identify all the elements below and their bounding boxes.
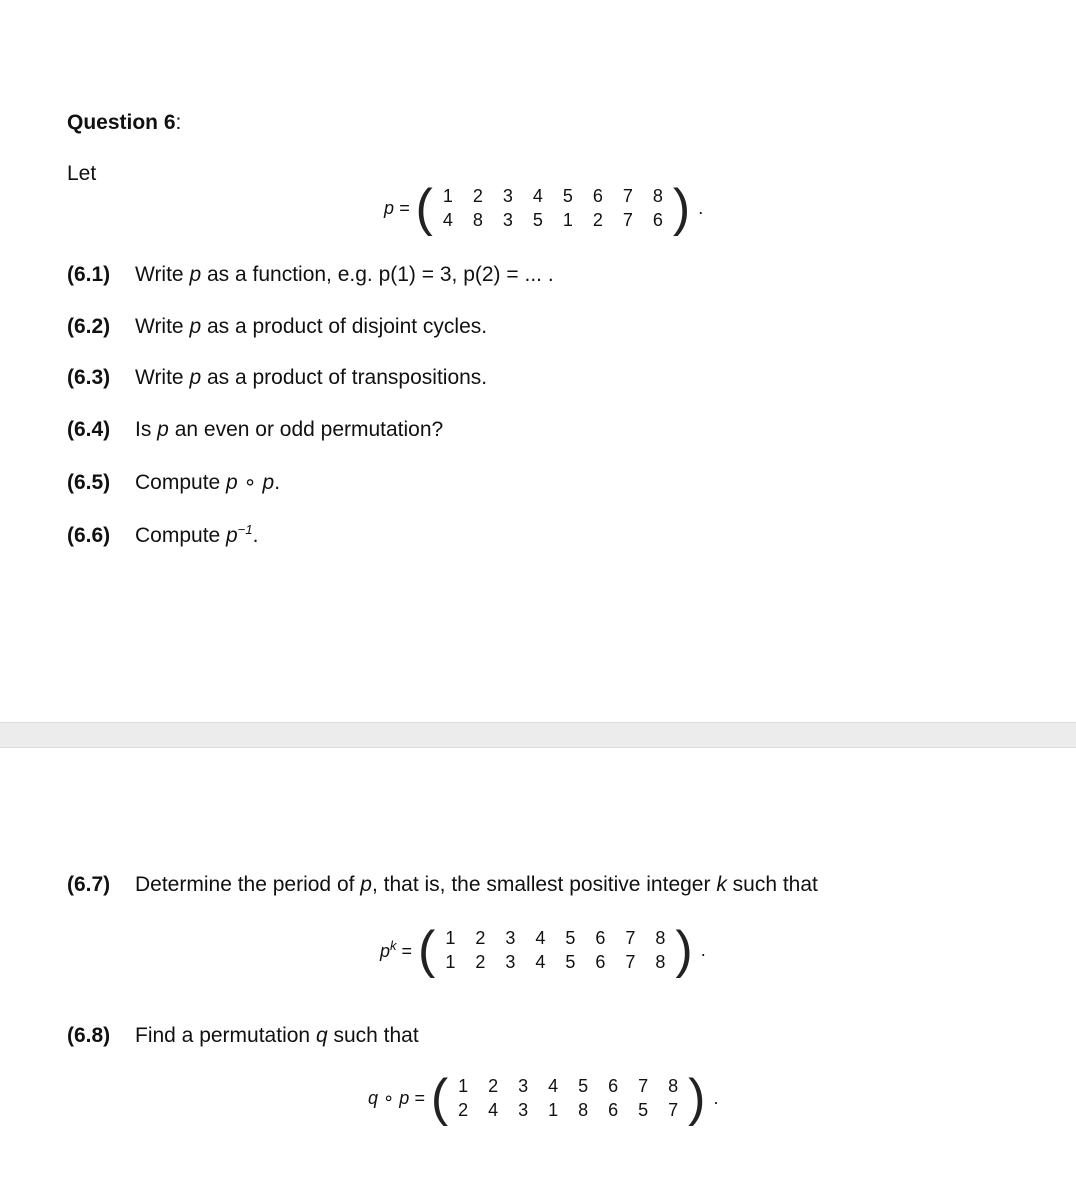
matrix-entry: 8 bbox=[472, 210, 483, 230]
matrix-entry: 7 bbox=[625, 952, 636, 972]
matrix-qp-top-row bbox=[448, 1074, 688, 1098]
matrix-entry: 5 bbox=[562, 186, 573, 206]
matrix-entry: 6 bbox=[595, 952, 606, 972]
matrix-qp-bottom-row bbox=[448, 1098, 688, 1122]
matrix-entry: 8 bbox=[655, 952, 666, 972]
matrix-entry: 2 bbox=[472, 186, 483, 206]
matrix-entry: 4 bbox=[548, 1076, 559, 1096]
matrix-entry: 6 bbox=[608, 1100, 619, 1120]
matrix-pk-top-row bbox=[435, 926, 675, 950]
item-text: as a product of disjoint cycles. bbox=[201, 315, 488, 338]
matrix-pk-end: . bbox=[700, 939, 706, 960]
item-var: p bbox=[189, 366, 202, 389]
matrix-entry: 5 bbox=[565, 928, 576, 948]
item-text: Write bbox=[135, 263, 190, 286]
item-text: Write bbox=[135, 315, 190, 338]
right-paren: ) bbox=[672, 179, 691, 237]
left-paren: ( bbox=[430, 1069, 449, 1127]
matrix-entry: 8 bbox=[655, 928, 666, 948]
item-var: p bbox=[189, 263, 202, 286]
matrix-entry: 5 bbox=[638, 1100, 649, 1120]
matrix-entry: 3 bbox=[518, 1100, 529, 1120]
matrix-entry: 5 bbox=[565, 952, 576, 972]
item-var: p ∘ p bbox=[226, 471, 275, 494]
let-text: Let bbox=[67, 162, 97, 185]
item-6-7: (6.7) Determine the period of p, that is, the smallest positive integer k such that bbox=[67, 873, 818, 896]
item-text: . bbox=[252, 524, 259, 547]
item-number: (6.2) bbox=[67, 315, 111, 338]
matrix-entry: 6 bbox=[592, 186, 603, 206]
right-paren: ) bbox=[688, 1069, 706, 1127]
item-number: (6.5) bbox=[67, 471, 111, 494]
matrix-qp-lhs: q ∘ p = bbox=[368, 1087, 425, 1108]
item-text: as a function, e.g. p(1) = 3, p(2) = ... . bbox=[201, 263, 554, 286]
item-text: Compute bbox=[135, 471, 227, 494]
matrix-entry: 5 bbox=[578, 1076, 589, 1096]
matrix-p-end: . bbox=[698, 197, 704, 218]
matrix-entry: 2 bbox=[488, 1076, 499, 1096]
item-var: p bbox=[226, 524, 238, 547]
matrix-entry: 1 bbox=[548, 1100, 559, 1120]
question-item bbox=[67, 315, 487, 339]
matrix-entry: 1 bbox=[445, 952, 456, 972]
left-paren: ( bbox=[418, 921, 436, 979]
matrix-entry: 8 bbox=[578, 1100, 589, 1120]
item-text: . bbox=[274, 471, 281, 494]
item-number: (6.3) bbox=[67, 366, 111, 389]
question-item bbox=[67, 263, 554, 287]
matrix-pk bbox=[380, 921, 706, 979]
matrix-entry: 5 bbox=[532, 210, 543, 230]
item-sup: −1 bbox=[237, 522, 253, 537]
matrix-p-bottom-row bbox=[433, 208, 673, 232]
matrix-pk-bottom-row bbox=[435, 950, 675, 974]
matrix-entry: 1 bbox=[562, 210, 573, 230]
matrix-entry: 6 bbox=[652, 210, 663, 230]
item-text: Write bbox=[135, 366, 190, 389]
matrix-entry: 7 bbox=[668, 1100, 679, 1120]
item-number: (6.4) bbox=[67, 418, 111, 441]
matrix-entry: 1 bbox=[442, 186, 453, 206]
matrix-entry: 7 bbox=[622, 210, 633, 230]
matrix-entry: 3 bbox=[502, 186, 513, 206]
matrix-entry: 4 bbox=[442, 210, 453, 230]
right-paren: ) bbox=[675, 921, 693, 979]
matrix-qp-end: . bbox=[713, 1087, 719, 1108]
matrix-entry: 2 bbox=[475, 952, 486, 972]
matrix-entry: 3 bbox=[502, 210, 513, 230]
question-item bbox=[67, 470, 280, 495]
matrix-p-top-row bbox=[433, 184, 673, 208]
matrix-entry: 7 bbox=[638, 1076, 649, 1096]
item-text: an even or odd permutation? bbox=[168, 418, 444, 441]
matrix-entry: 6 bbox=[608, 1076, 619, 1096]
page-divider bbox=[0, 722, 1076, 748]
matrix-pk-lhs: $p^k$ = bbox=[380, 938, 413, 961]
matrix-entry: 4 bbox=[535, 928, 546, 948]
matrix-qp bbox=[368, 1069, 719, 1127]
item-text: Is bbox=[135, 418, 158, 441]
matrix-entry: 1 bbox=[458, 1076, 469, 1096]
matrix-entry: 3 bbox=[505, 928, 516, 948]
matrix-entry: 2 bbox=[592, 210, 603, 230]
matrix-entry: 7 bbox=[622, 186, 633, 206]
matrix-entry: 3 bbox=[505, 952, 516, 972]
question-item bbox=[67, 418, 443, 442]
matrix-entry: 2 bbox=[475, 928, 486, 948]
question-item bbox=[67, 522, 258, 548]
item-text: as a product of transpositions. bbox=[201, 366, 488, 389]
item-var: p bbox=[189, 315, 202, 338]
question-title: Question 6: bbox=[67, 111, 182, 134]
matrix-p bbox=[384, 179, 704, 237]
question-item bbox=[67, 366, 487, 390]
item-var: p bbox=[157, 418, 169, 441]
matrix-entry: 8 bbox=[668, 1076, 679, 1096]
matrix-entry: 4 bbox=[535, 952, 546, 972]
item-6-8: (6.8) Find a permutation q such that bbox=[67, 1024, 419, 1047]
matrix-entry: 7 bbox=[625, 928, 636, 948]
matrix-entry: 3 bbox=[518, 1076, 529, 1096]
left-paren: ( bbox=[415, 179, 433, 237]
matrix-entry: 4 bbox=[488, 1100, 499, 1120]
matrix-entry: 1 bbox=[445, 928, 456, 948]
matrix-p-lhs: p = bbox=[384, 197, 410, 218]
matrix-entry: 8 bbox=[652, 186, 663, 206]
matrix-entry: 2 bbox=[458, 1100, 469, 1120]
matrix-entry: 4 bbox=[532, 186, 543, 206]
item-number: (6.6) bbox=[67, 524, 111, 547]
item-number: (6.1) bbox=[67, 263, 111, 286]
item-text: Compute bbox=[135, 524, 227, 547]
matrix-entry: 6 bbox=[595, 928, 606, 948]
